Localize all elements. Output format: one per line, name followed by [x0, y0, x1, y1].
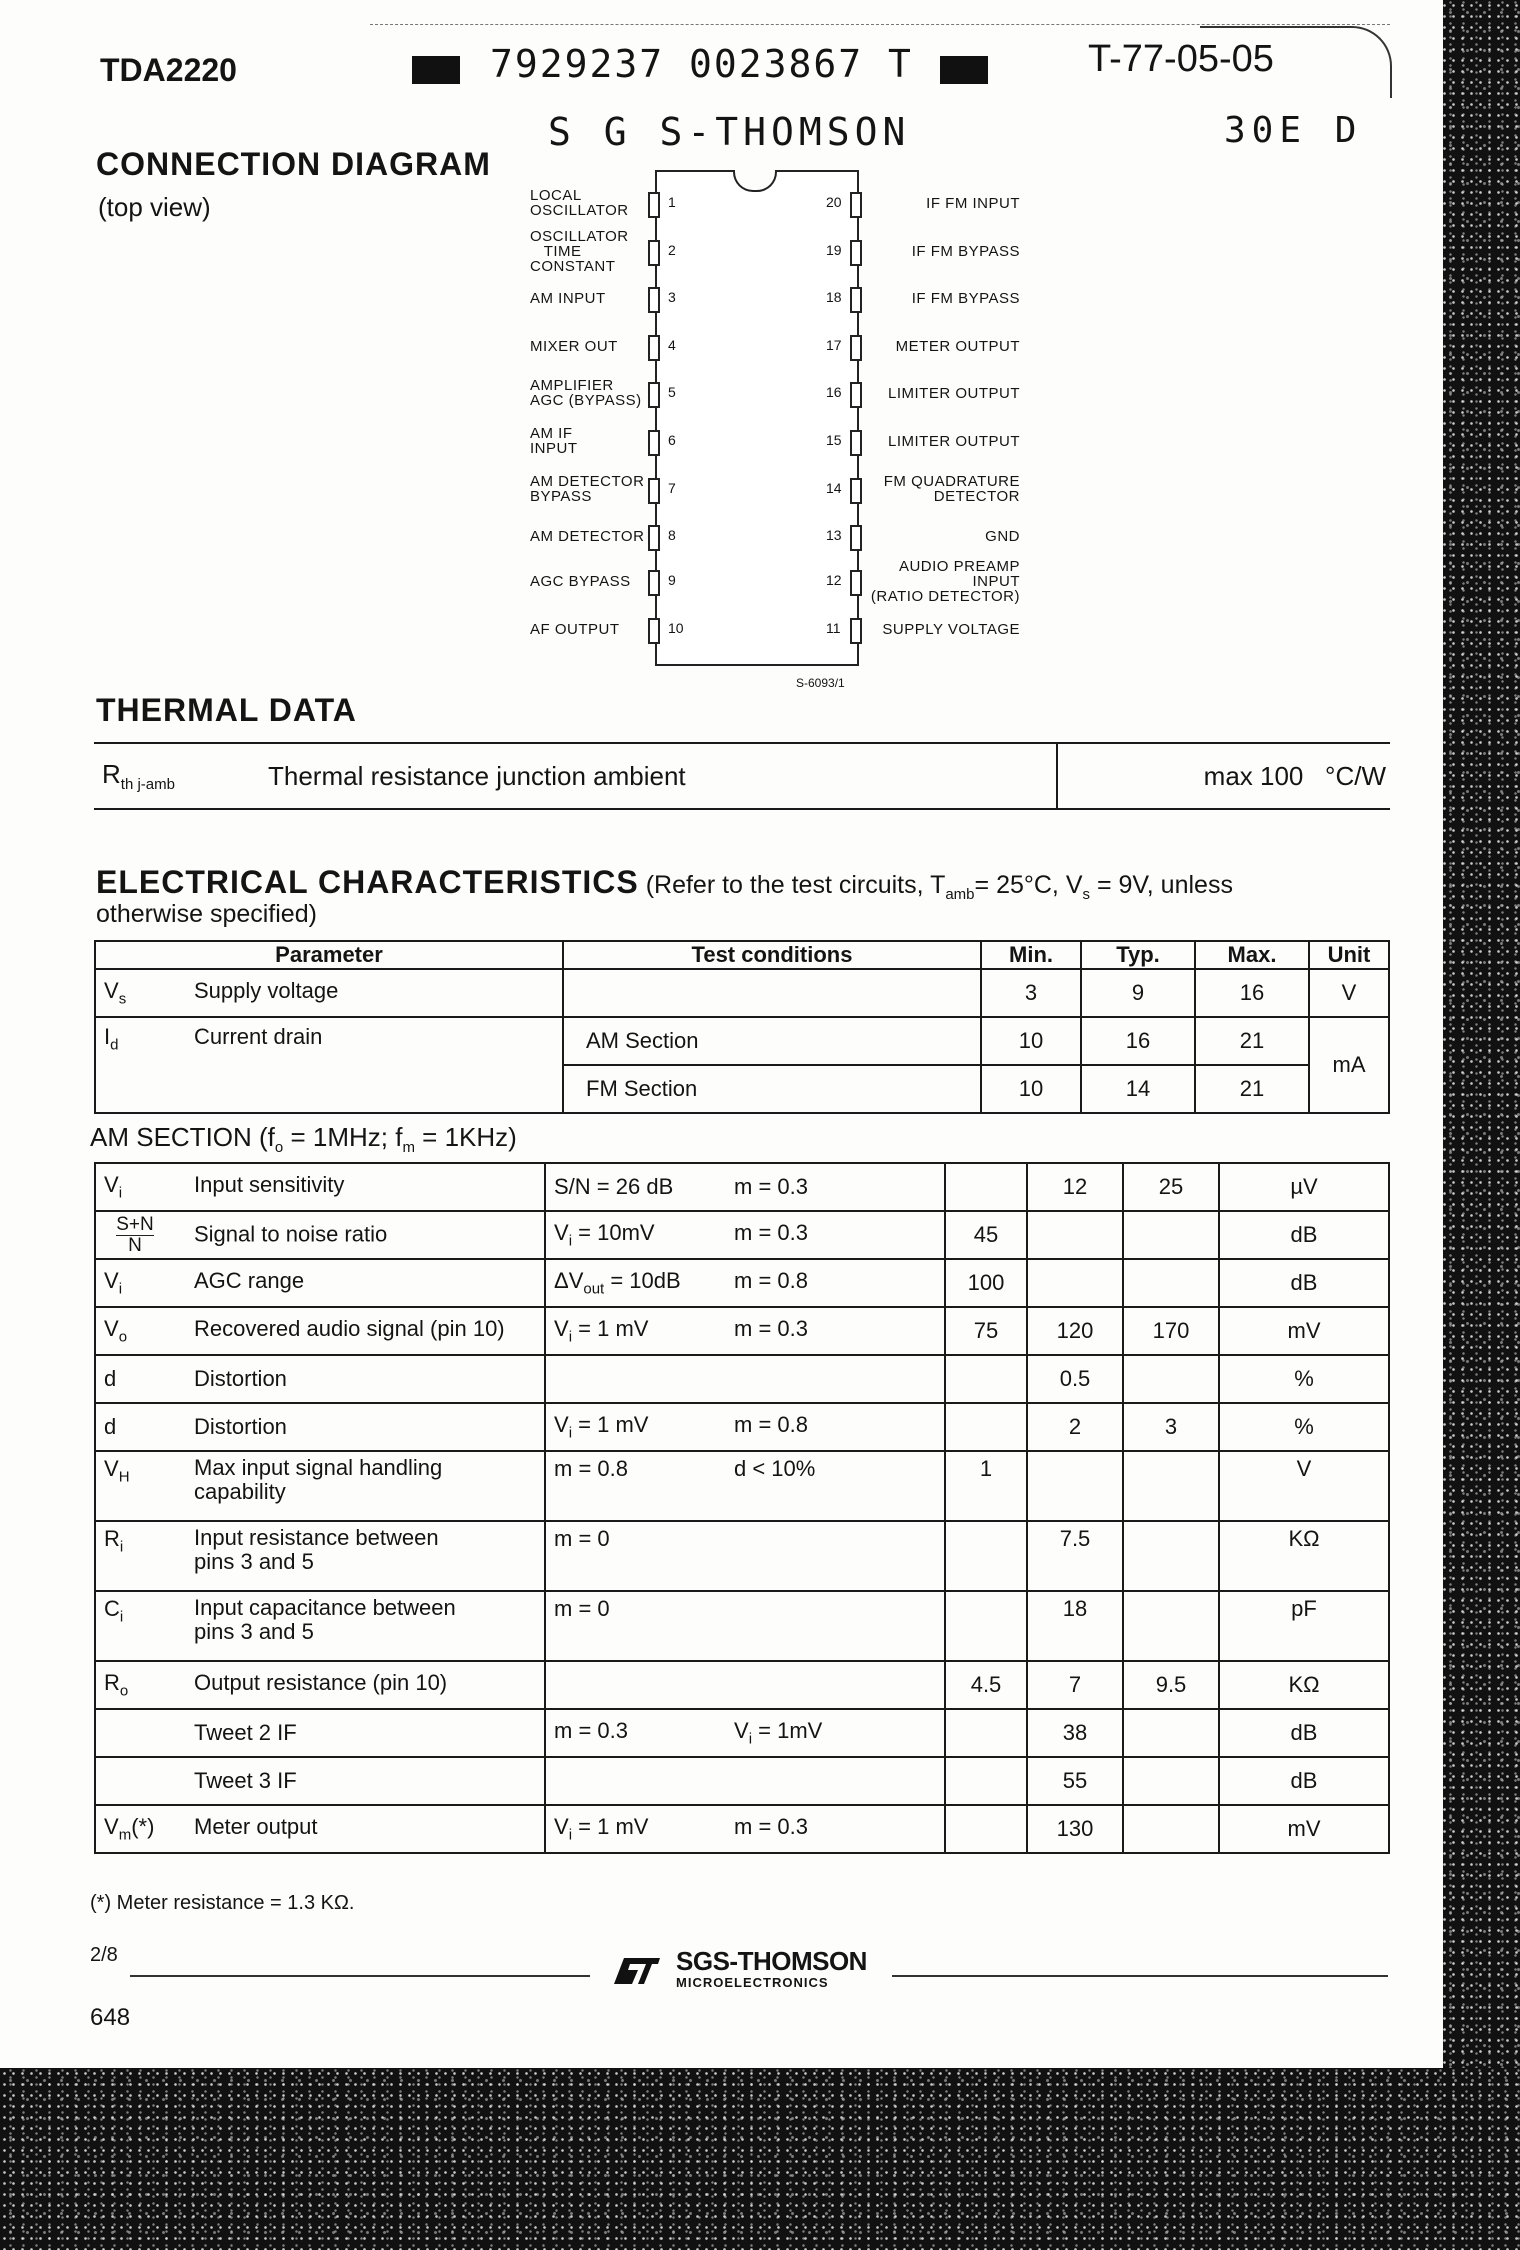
current-drain-am-cond: AM Section: [563, 1017, 981, 1065]
pin-13-number: 13: [826, 527, 842, 543]
pin-14-number: 14: [826, 480, 842, 496]
am-param: d Distortion: [95, 1355, 545, 1403]
am-conditions: m = 0.8 d < 10%: [545, 1451, 945, 1521]
connection-diagram-subtitle: (top view): [98, 192, 211, 222]
am-param: $V_i$ Input sensitivity: [95, 1163, 545, 1211]
supply-voltage-max: 16: [1195, 969, 1309, 1017]
pin-2-number: 2: [668, 242, 676, 258]
am-min: 100: [945, 1259, 1027, 1307]
pin-16-label: LIMITER OUTPUT: [887, 384, 1020, 402]
document-number: 648: [90, 2004, 131, 2031]
pin-2-label: OSCILLATOR TIME CONSTANT: [530, 227, 629, 275]
pin-10: [648, 618, 660, 644]
pin-18-label: IF FM BYPASS: [911, 289, 1020, 307]
header-corner-mark: [1200, 26, 1392, 98]
footer-rule-right: [892, 1975, 1388, 1977]
pin-17-number: 17: [826, 337, 842, 353]
am-conditions: m = 0.3 $V_i = 1mV$: [545, 1709, 945, 1757]
am-unit: pF: [1219, 1591, 1389, 1661]
am-max: [1123, 1211, 1219, 1259]
thermal-data-title: THERMAL DATA: [96, 692, 357, 728]
am-max: [1123, 1709, 1219, 1757]
am-unit: KΩ: [1219, 1521, 1389, 1591]
am-max: [1123, 1805, 1219, 1853]
am-section-title: AM SECTION ($f_o = 1MHz$; $f_m = 1KHz$): [90, 1122, 517, 1157]
col-header-min: Min.: [981, 941, 1081, 969]
pin-16-number: 16: [826, 384, 842, 400]
am-typ: [1027, 1259, 1123, 1307]
pin-5: [648, 382, 660, 408]
am-unit: mV: [1219, 1805, 1389, 1853]
col-header-max: Max.: [1195, 941, 1309, 969]
pin-4-number: 4: [668, 337, 676, 353]
company-stamp: S G S-THOMSON: [548, 110, 911, 154]
pin-3-label: AM INPUT: [530, 289, 606, 307]
table-row: [95, 1661, 1389, 1709]
footer-rule-left: [130, 1975, 590, 1977]
pin-6-label: AM IF INPUT: [530, 425, 578, 457]
table-row: [95, 1307, 1389, 1355]
am-max: [1123, 1355, 1219, 1403]
page-number: 2/8: [90, 1944, 118, 1966]
am-min: [945, 1521, 1027, 1591]
am-unit: %: [1219, 1403, 1389, 1451]
header-scan-line: [370, 24, 1390, 25]
pin-19-number: 19: [826, 242, 842, 258]
am-param: $V_H$ Max input signal handling capability: [95, 1451, 545, 1521]
pin-5-label: AMPLIFIER AGC (BYPASS): [530, 377, 642, 409]
pin-8-label: AM DETECTOR: [530, 527, 645, 545]
am-param: $C_i$ Input capacitance between pins 3 and 5: [95, 1591, 545, 1661]
connection-diagram-title: CONNECTION DIAGRAM: [96, 146, 491, 182]
table-row: [95, 1709, 1389, 1757]
am-unit: dB: [1219, 1757, 1389, 1805]
brand-name: SGS-THOMSON: [676, 1946, 867, 1976]
am-min: 75: [945, 1307, 1027, 1355]
pin-4-label: MIXER OUT: [530, 337, 618, 355]
scan-edge-noise-bottom: [0, 2068, 1520, 2250]
col-header-typ: Typ.: [1081, 941, 1195, 969]
pin-12-label: AUDIO PREAMP INPUT (RATIO DETECTOR): [870, 557, 1020, 605]
scan-edge-noise-right: [1440, 0, 1520, 2250]
current-drain-am-min: 10: [981, 1017, 1081, 1065]
pin-8: [648, 525, 660, 551]
current-drain-fm-min: 10: [981, 1065, 1081, 1113]
am-param: Tweet 3 IF: [95, 1757, 545, 1805]
am-unit: dB: [1219, 1709, 1389, 1757]
footnote: (*) Meter resistance = 1.3 KΩ.: [90, 1892, 355, 1914]
table-row: [95, 1259, 1389, 1307]
current-drain-fm-cond: FM Section: [563, 1065, 981, 1113]
am-min: 45: [945, 1211, 1027, 1259]
pin-3: [648, 287, 660, 313]
pin-1-label: LOCAL OSCILLATOR: [530, 187, 629, 219]
am-param: $R_i$ Input resistance between pins 3 and 5: [95, 1521, 545, 1591]
am-unit: dB: [1219, 1211, 1389, 1259]
am-param: $V_o$ Recovered audio signal (pin 10): [95, 1307, 545, 1355]
current-drain-param: $I_d$ Current drain: [95, 1017, 563, 1113]
table-row: [95, 1451, 1389, 1521]
pin-10-label: AF OUTPUT: [530, 620, 620, 638]
am-typ: 55: [1027, 1757, 1123, 1805]
am-typ: 120: [1027, 1307, 1123, 1355]
am-max: 9.5: [1123, 1661, 1219, 1709]
am-conditions: $V_i = 1$ mV m = 0.3: [545, 1307, 945, 1355]
table-row: [95, 1355, 1389, 1403]
am-param: $V_m(*)$ Meter output: [95, 1805, 545, 1853]
am-conditions: $V_i = 1$ mV m = 0.3: [545, 1805, 945, 1853]
pin-9-label: AGC BYPASS: [530, 572, 631, 590]
barcode-block-left: [412, 56, 460, 84]
table-row: [95, 1211, 1389, 1259]
pin-9-number: 9: [668, 572, 676, 588]
table-row: [95, 1017, 1389, 1065]
table-row: [94, 743, 1390, 809]
pin-10-number: 10: [668, 620, 684, 636]
pin-15-label: LIMITER OUTPUT: [887, 432, 1020, 450]
brand-subtitle: MICROELECTRONICS: [676, 1975, 829, 1990]
supply-voltage-conditions: [563, 969, 981, 1017]
am-max: 3: [1123, 1403, 1219, 1451]
pin-2: [648, 240, 660, 266]
am-typ: [1027, 1451, 1123, 1521]
am-min: [945, 1805, 1027, 1853]
pin-1-number: 1: [668, 194, 676, 210]
pin-13-label: GND: [985, 527, 1020, 545]
col-header-unit: Unit: [1309, 941, 1389, 969]
supply-table: [94, 940, 1390, 1114]
am-max: 25: [1123, 1163, 1219, 1211]
am-min: [945, 1163, 1027, 1211]
electrical-conditions-line2: otherwise specified): [96, 900, 317, 928]
thermal-table: [94, 742, 1390, 810]
am-unit: V: [1219, 1451, 1389, 1521]
am-min: [945, 1709, 1027, 1757]
am-max: [1123, 1451, 1219, 1521]
am-min: [945, 1403, 1027, 1451]
am-typ: 18: [1027, 1591, 1123, 1661]
pin-3-number: 3: [668, 289, 676, 305]
table-header-row: [95, 941, 1389, 969]
pin-15-number: 15: [826, 432, 842, 448]
electrical-heading: [96, 864, 1233, 903]
pin-18-number: 18: [826, 289, 842, 305]
table-row: [95, 969, 1389, 1017]
figure-reference: S-6093/1: [796, 676, 845, 690]
pin-7: [648, 478, 660, 504]
current-drain-am-typ: 16: [1081, 1017, 1195, 1065]
am-param: $\frac{S+N}{N}$ Signal to noise ratio: [95, 1211, 545, 1259]
current-drain-fm-typ: 14: [1081, 1065, 1195, 1113]
am-max: [1123, 1591, 1219, 1661]
table-row: [95, 1805, 1389, 1853]
supply-voltage-typ: 9: [1081, 969, 1195, 1017]
pin-20-label: IF FM INPUT: [926, 194, 1020, 212]
am-conditions: $\Delta V_{out} = 10dB$ m = 0.8: [545, 1259, 945, 1307]
am-max: 170: [1123, 1307, 1219, 1355]
am-unit: mV: [1219, 1307, 1389, 1355]
thermal-description: Thermal resistance junction ambient: [260, 743, 1057, 809]
pin-9: [648, 570, 660, 596]
am-param: Tweet 2 IF: [95, 1709, 545, 1757]
am-unit: µV: [1219, 1163, 1389, 1211]
am-min: [945, 1591, 1027, 1661]
am-max: [1123, 1521, 1219, 1591]
pin-5-number: 5: [668, 384, 676, 400]
am-typ: 12: [1027, 1163, 1123, 1211]
pin-17-label: METER OUTPUT: [895, 337, 1020, 355]
am-typ: [1027, 1211, 1123, 1259]
supply-voltage-min: 3: [981, 969, 1081, 1017]
am-typ: 2: [1027, 1403, 1123, 1451]
am-max: [1123, 1259, 1219, 1307]
am-conditions: [545, 1661, 945, 1709]
pin-11-label: SUPPLY VOLTAGE: [882, 620, 1020, 638]
am-conditions: [545, 1757, 945, 1805]
am-max: [1123, 1757, 1219, 1805]
am-typ: 7.5: [1027, 1521, 1123, 1591]
am-param: $R_o$ Output resistance (pin 10): [95, 1661, 545, 1709]
table-row: [95, 1591, 1389, 1661]
pin-8-number: 8: [668, 527, 676, 543]
am-typ: 0.5: [1027, 1355, 1123, 1403]
current-drain-unit: mA: [1309, 1017, 1389, 1113]
table-row: [95, 1163, 1389, 1211]
table-row: [95, 1521, 1389, 1591]
am-typ: 130: [1027, 1805, 1123, 1853]
pin-7-number: 7: [668, 480, 676, 496]
am-typ: 38: [1027, 1709, 1123, 1757]
am-typ: 7: [1027, 1661, 1123, 1709]
col-header-conditions: Test conditions: [563, 941, 981, 969]
am-min: 4.5: [945, 1661, 1027, 1709]
pin-4: [648, 335, 660, 361]
supply-voltage-param: $V_s$ Supply voltage: [95, 969, 563, 1017]
table-row: [95, 1403, 1389, 1451]
am-conditions: m = 0: [545, 1521, 945, 1591]
pin-6-number: 6: [668, 432, 676, 448]
am-min: [945, 1355, 1027, 1403]
electrical-conditions: (Refer to the test circuits, $T_{amb}= 25^\circ C$, $V_s = 9V$, unless: [645, 871, 1233, 903]
pin-12-number: 12: [826, 572, 842, 588]
current-drain-am-max: 21: [1195, 1017, 1309, 1065]
am-conditions: $V_i = 10mV$ m = 0.3: [545, 1211, 945, 1259]
col-header-parameter: Parameter: [95, 941, 563, 969]
am-param: $V_i$ AGC range: [95, 1259, 545, 1307]
date-code: T-77-05-05: [1088, 38, 1274, 80]
thermal-symbol: $R_{th j-amb}$: [94, 743, 260, 809]
supply-voltage-unit: V: [1309, 969, 1389, 1017]
barcode-text: 7929237 0023867 T: [490, 42, 913, 86]
current-drain-fm-max: 21: [1195, 1065, 1309, 1113]
st-logo-icon: [602, 1950, 664, 1990]
am-unit: %: [1219, 1355, 1389, 1403]
electrical-title: ELECTRICAL CHARACTERISTICS: [96, 864, 639, 900]
thermal-value: max 100 °C/W: [1057, 743, 1390, 809]
am-section-table: [94, 1162, 1390, 1854]
pin-11-number: 11: [826, 620, 841, 636]
table-row: [95, 1757, 1389, 1805]
am-unit: dB: [1219, 1259, 1389, 1307]
pin-14-label: FM QUADRATURE DETECTOR: [883, 473, 1020, 505]
pin-6: [648, 430, 660, 456]
model-number: TDA2220: [100, 52, 237, 88]
am-min: [945, 1757, 1027, 1805]
stamp-code: 30E D: [1224, 110, 1363, 151]
pin-1: [648, 192, 660, 218]
am-conditions: S/N = 26 dB m = 0.3: [545, 1163, 945, 1211]
am-conditions: m = 0: [545, 1591, 945, 1661]
am-conditions: [545, 1355, 945, 1403]
pin-19-label: IF FM BYPASS: [911, 242, 1020, 260]
am-min: 1: [945, 1451, 1027, 1521]
pin-7-label: AM DETECTOR BYPASS: [530, 473, 645, 505]
am-unit: KΩ: [1219, 1661, 1389, 1709]
am-param: d Distortion: [95, 1403, 545, 1451]
barcode-block-right: [940, 56, 988, 84]
pin-20-number: 20: [826, 194, 842, 210]
am-conditions: $V_i = 1$ mV m = 0.8: [545, 1403, 945, 1451]
